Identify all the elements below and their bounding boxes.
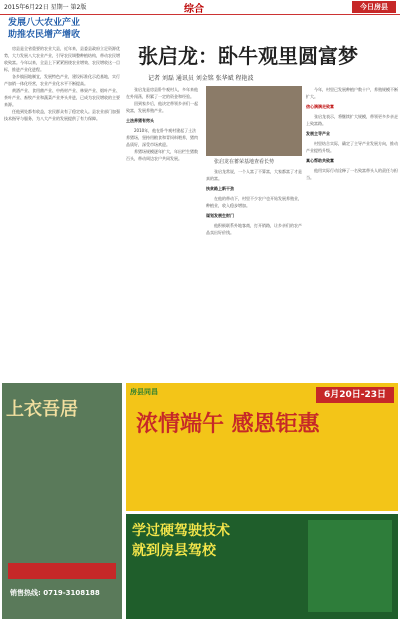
sub-heading-6: 真心帮助共致富 [306, 158, 334, 163]
ad1-phone: 销售热线: 0719-3108188 [10, 589, 100, 597]
sub-heading-3: 谋划发展生财门 [206, 213, 234, 218]
sub-heading-4: 信心满满走致富 [306, 104, 334, 109]
main-col-3: 今年，村里已发展种植户数十户，养殖规模不断扩大。 信心满满走致富 张启龙表示，将继续扩大规模，带领更多乡亲走上致富路。 发展主导产业 村里结合实际，确定了主导产业发展方向，推动产业提档升级。 真心帮助共致富 他用实际行动诠释了一名致富带头人的责任与担当。 [306, 87, 398, 180]
ad-festival[interactable] [126, 383, 398, 511]
ad2-title: 浓情端午 感恩钜惠 [136, 411, 320, 437]
main-photo [206, 86, 302, 156]
ad2-dates: 6月20日-23日 [316, 387, 394, 403]
ad1-banner [8, 563, 116, 579]
newspaper-logo: 今日房县 [352, 1, 396, 13]
ad2-brand: 房县同昌 [130, 388, 158, 396]
sub-heading-5: 发展主导产业 [306, 131, 330, 136]
lead-title-1: 发展八大农业产业 [7, 18, 80, 28]
ad-real-estate[interactable] [2, 383, 122, 619]
main-headline: 张启龙：卧牛观里圆富梦 [138, 44, 358, 68]
main-byline: 记者 刘磊 通讯员 刘金铭 张华斌 程艳波 [148, 75, 254, 82]
ad3-info-panel [308, 520, 392, 612]
ad3-subtitle: 就到房县驾校 [132, 543, 216, 559]
photo-caption: 张启龙在蓄荣基地查看长势 [214, 159, 275, 165]
ad3-title: 学过硬驾驶技术 [132, 523, 230, 539]
lead-title-2: 助推农民增产增收 [7, 30, 80, 40]
lead-body-text: 房县是全省重要的农业大县，近年来，县委县政府立足资源优势，大力发展八大农业产业，引导农民调整种植结构，带动农民增收致富。今年以来，全县上下紧紧围绕农业增效、农民增收这一目标，推进产业化进程。 各乡镇因地制宜，发展特色产业，建设标准化示范基地，实行产加销一体化经营，农业产业化水平不断提高。 黄酒产业、食用菌产业、中药材产业、林果产业、烟叶产业、茶叶产业、畜牧产业和蔬菜产业齐头并进，已成为农民增收的主要来源。 任他到处都有收益，农民群众有了稳定收入。县农业部门加强技术指导与服务，为八大产业的发展提供了有力保障。 [4, 46, 120, 121]
lead-article [4, 17, 84, 41]
ad-driving-school[interactable] [126, 514, 398, 619]
issue-date: 2015年6月22日 星期一 第2版 [4, 4, 87, 11]
main-col-2: 张启龙常说，一个人富了不算富，大家都富了才是真的富。 扶贫路上新干劲 在他的带动下，村里不少农户也开始发展养殖业，种植业，收入稳步增加。 谋划发展生财门 他积极联系外地客商，打开销路，让乡亲们的农产品卖出好价钱。 [206, 169, 302, 235]
page-header [0, 0, 400, 15]
sub-heading-2: 扶贫路上新干劲 [206, 186, 234, 191]
ad1-title: 上衣吾居 [6, 399, 78, 420]
main-col-1: 张启龙是房县卧牛观村人，多年来他在外闯荡，积累了一定的资金和经验。 回到家乡后，他决定带领乡亲们一起致富，发展养殖产业。 土法养猪有窍头 2010年，他在卧牛观村建起了土法养猪场，坚持用粮食和青饲料喂养，猪肉品质好，深受市场欢迎。 养猪场规模逐年扩大，年出栏生猪数百头，带动周边农户共同发展。 [126, 87, 198, 161]
section-name: 综合 [184, 4, 204, 15]
sub-heading-1: 土法养猪有窍头 [126, 118, 154, 123]
